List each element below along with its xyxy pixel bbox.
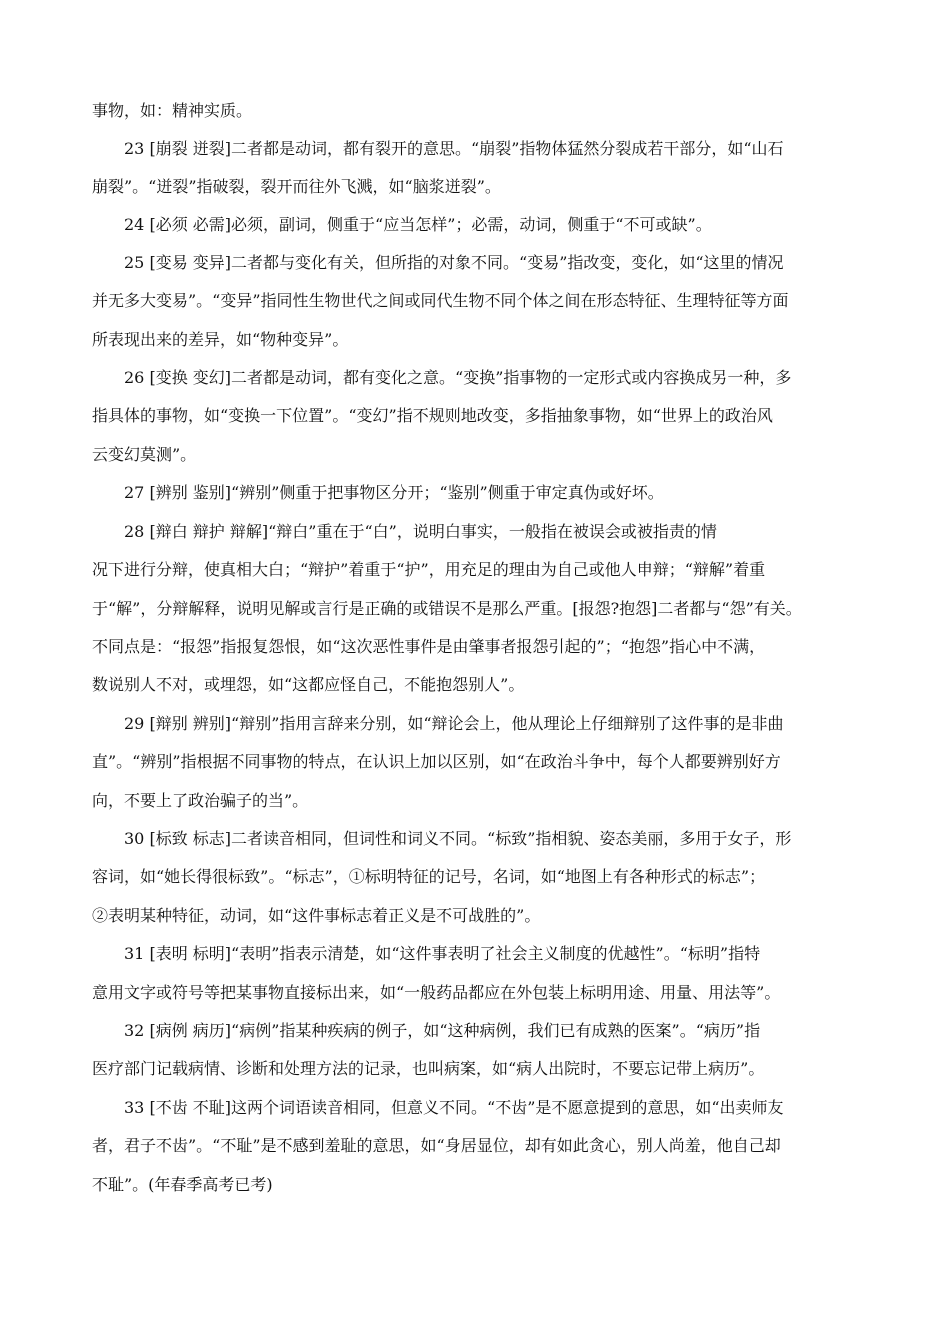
text-line: 指具体的事物，如“变换一下位置”。“变幻”指不规则地改变，多指抽象事物，如“世界上的政治风 (92, 406, 773, 425)
text-line: 30 [标致 标志]二者读音相同，但词性和词义不同。“标致”指相貌、姿态美丽，多用于女子，形 (124, 829, 792, 848)
text-line: 不耻”。(年春季高考已考) (92, 1175, 273, 1194)
text-line: 28 [辩白 辩护 辩解]“辩白”重在于“白”，说明白事实，一般指在被误会或被指责的情 (124, 522, 717, 541)
text-line: 云变幻莫测”。 (92, 445, 197, 464)
text-line: 不同点是：“报怨”指报复怨恨，如“这次恶性事件是由肇事者报怨引起的”；“抱怨”指心中不满， (92, 637, 766, 656)
text-line: 33 [不齿 不耻]这两个词语读音相同，但意义不同。“不齿”是不愿意提到的意思，如“出卖师友 (124, 1098, 784, 1117)
text-line: 事物，如：精神实质。 (92, 101, 253, 120)
text-line: 31 [表明 标明]“表明”指表示清楚，如“这件事表明了社会主义制度的优越性”。“标明”指特 (124, 944, 761, 963)
text-line: 向，不要上了政治骗子的当”。 (92, 791, 309, 810)
text-line: 所表现出来的差异，如“物种变异”。 (92, 330, 349, 349)
text-line: 医疗部门记载病情、诊断和处理方法的记录，也叫病案，如“病人出院时，不要忘记带上病历”。 (92, 1059, 765, 1078)
text-line: ②表明某种特征，动词，如“这件事标志着正义是不可战胜的”。 (92, 906, 541, 925)
text-line: 直”。“辨别”指根据不同事物的特点，在认识上加以区别，如“在政治斗争中，每个人都要辨别好方 (92, 752, 781, 771)
text-line: 29 [辩别 辨别]“辩别”指用言辞来分别，如“辩论会上，他从理论上仔细辩别了这件事的是非曲 (124, 714, 784, 733)
text-line: 并无多大变易”。“变异”指同性生物世代之间或同代生物不同个体之间在形态特征、生理特征等方面 (92, 291, 789, 310)
text-line: 27 [辨别 鉴别]“辨别”侧重于把事物区分开；“鉴别”侧重于审定真伪或好坏。 (124, 483, 664, 502)
text-line: 24 [必须 必需]必须，副词，侧重于“应当怎样”；必需，动词，侧重于“不可或缺”。 (124, 215, 712, 234)
text-line: 意用文字或符号等把某事物直接标出来，如“一般药品都应在外包装上标明用途、用量、用法等”。 (92, 983, 781, 1002)
text-line: 数说别人不对，或埋怨，如“这都应怪自己，不能抱怨别人”。 (92, 675, 525, 694)
text-line: 况下进行分辩，使真相大白；“辩护”着重于“护”，用充足的理由为自己或他人申辩；“辩解”着重 (92, 560, 766, 579)
text-line: 容词，如“她长得很标致”。“标志”，①标明特征的记号，名词，如“地图上有各种形式的标志”； (92, 867, 766, 886)
text-line: 崩裂”。“迸裂”指破裂，裂开而往外飞溅，如“脑浆迸裂”。 (92, 177, 501, 196)
text-line: 25 [变易 变异]二者都与变化有关，但所指的对象不同。“变易”指改变，变化，如“这里的情况 (124, 253, 784, 272)
text-line: 23 [崩裂 迸裂]二者都是动词，都有裂开的意思。“崩裂”指物体猛然分裂成若干部分，如“山石 (124, 139, 784, 158)
text-line: 32 [病例 病历]“病例”指某种疾病的例子，如“这种病例，我们已有成熟的医案”。“病历”指 (124, 1021, 761, 1040)
text-line: 者，君子不齿”。“不耻”是不感到羞耻的意思，如“身居显位，却有如此贪心，别人尚羞，他自己却 (92, 1136, 781, 1155)
text-line: 于“解”，分辩解释，说明见解或言行是正确的或错误不是那么严重。[报怨?抱怨]二者都与“怨”有关。 (92, 599, 802, 618)
text-line: 26 [变换 变幻]二者都是动词，都有变化之意。“变换”指事物的一定形式或内容换成另一种，多 (124, 368, 792, 387)
